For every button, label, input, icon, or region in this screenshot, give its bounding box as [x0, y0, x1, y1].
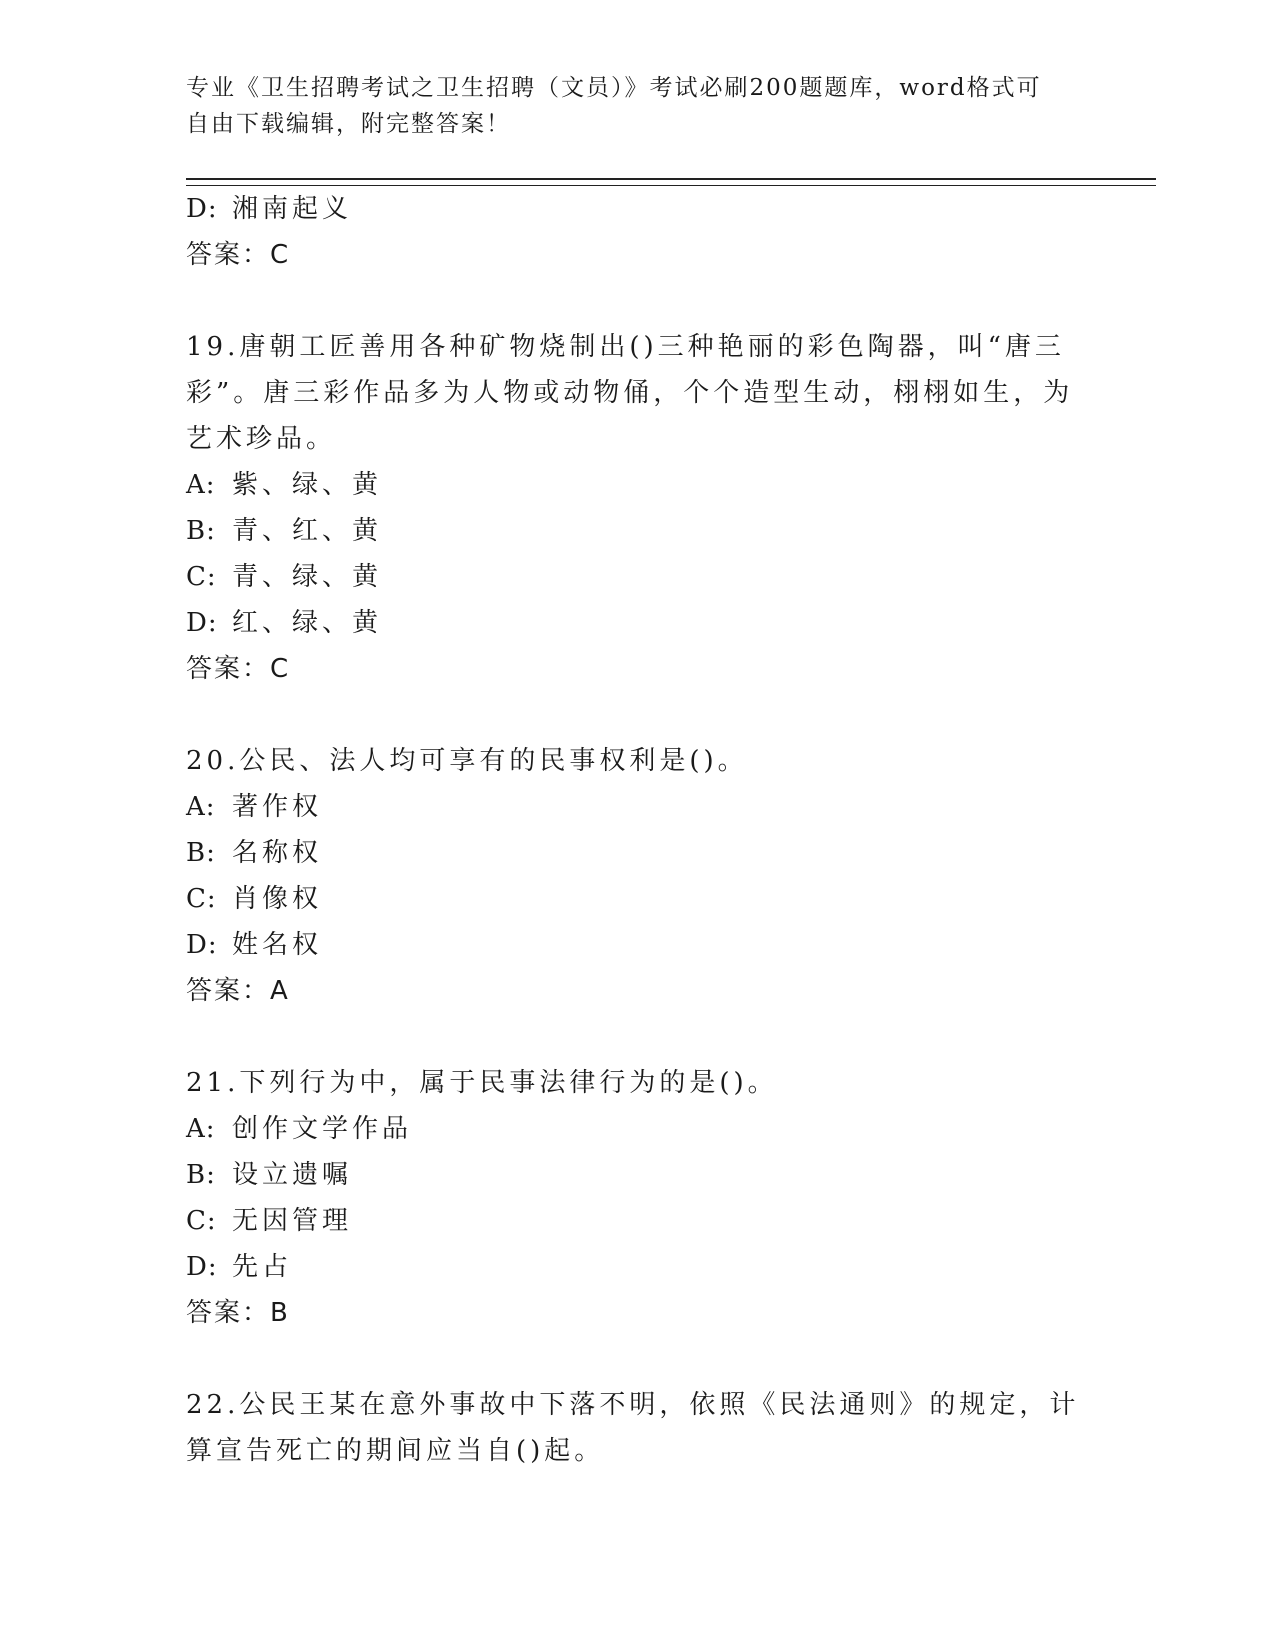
- answer-line: 答案：C: [186, 654, 291, 684]
- question-text: 19.唐朝工匠善用各种矿物烧制出()三种艳丽的彩色陶器，叫“唐三彩”。唐三彩作品多为人物或动物俑，个个造型生动，栩栩如生，为艺术珍品。: [186, 332, 1074, 454]
- answer-line: 答案：C: [186, 240, 291, 270]
- header-divider: [186, 178, 1156, 186]
- option-a-row: [186, 1106, 1086, 1152]
- option-text: 红、绿、黄: [232, 608, 383, 638]
- answer-line: 答案：A: [186, 976, 290, 1006]
- question-text: 21.下列行为中，属于民事法律行为的是()。: [186, 1068, 778, 1098]
- option-a-row: [186, 784, 1086, 830]
- page-header: 专业《卫生招聘考试之卫生招聘（文员）》考试必刷200题题库，word格式可自由下载编辑，附完整答案！: [186, 75, 1042, 137]
- option-label: A:: [186, 470, 216, 500]
- option-text: 青、红、黄: [232, 516, 383, 546]
- option-label: D:: [186, 608, 218, 638]
- option-label: D:: [186, 930, 218, 960]
- question-text: 20.公民、法人均可享有的民事权利是()。: [186, 746, 748, 776]
- option-label: B:: [186, 1160, 216, 1190]
- option-d-row: [186, 922, 1086, 968]
- option-text: 无因管理: [232, 1206, 353, 1236]
- question-20: [186, 738, 1086, 1014]
- option-d-row: [186, 186, 1086, 232]
- option-label: C:: [186, 562, 217, 592]
- answer-line: 答案：B: [186, 1298, 290, 1328]
- option-label: A:: [186, 792, 216, 822]
- option-text: 名称权: [232, 838, 323, 868]
- option-label: D:: [186, 1252, 218, 1282]
- option-a-row: [186, 462, 1086, 508]
- option-text: 湘南起义: [232, 194, 353, 224]
- option-label: B:: [186, 838, 216, 868]
- question-text: 22.公民王某在意外事故中下落不明，依照《民法通则》的规定，计算宣告死亡的期间应当自()起。: [186, 1390, 1080, 1466]
- option-text: 姓名权: [232, 930, 323, 960]
- option-b-row: [186, 1152, 1086, 1198]
- option-c-row: [186, 554, 1086, 600]
- option-c-row: [186, 876, 1086, 922]
- option-d-row: [186, 1244, 1086, 1290]
- option-label: D:: [186, 194, 218, 224]
- option-label: C:: [186, 1206, 217, 1236]
- option-d-row: [186, 600, 1086, 646]
- option-b-row: [186, 508, 1086, 554]
- question-19: [186, 324, 1086, 692]
- option-text: 创作文学作品: [232, 1114, 413, 1144]
- option-text: 紫、绿、黄: [232, 470, 383, 500]
- question-22: [186, 1382, 1086, 1474]
- option-label: B:: [186, 516, 216, 546]
- option-text: 著作权: [232, 792, 323, 822]
- option-text: 青、绿、黄: [232, 562, 383, 592]
- option-text: 先占: [232, 1252, 293, 1282]
- option-b-row: [186, 830, 1086, 876]
- option-text: 肖像权: [232, 884, 323, 914]
- option-c-row: [186, 1198, 1086, 1244]
- document-body: [186, 186, 1086, 1474]
- question-21: [186, 1060, 1086, 1336]
- option-label: A:: [186, 1114, 216, 1144]
- option-text: 设立遗嘱: [232, 1160, 353, 1190]
- option-label: C:: [186, 884, 217, 914]
